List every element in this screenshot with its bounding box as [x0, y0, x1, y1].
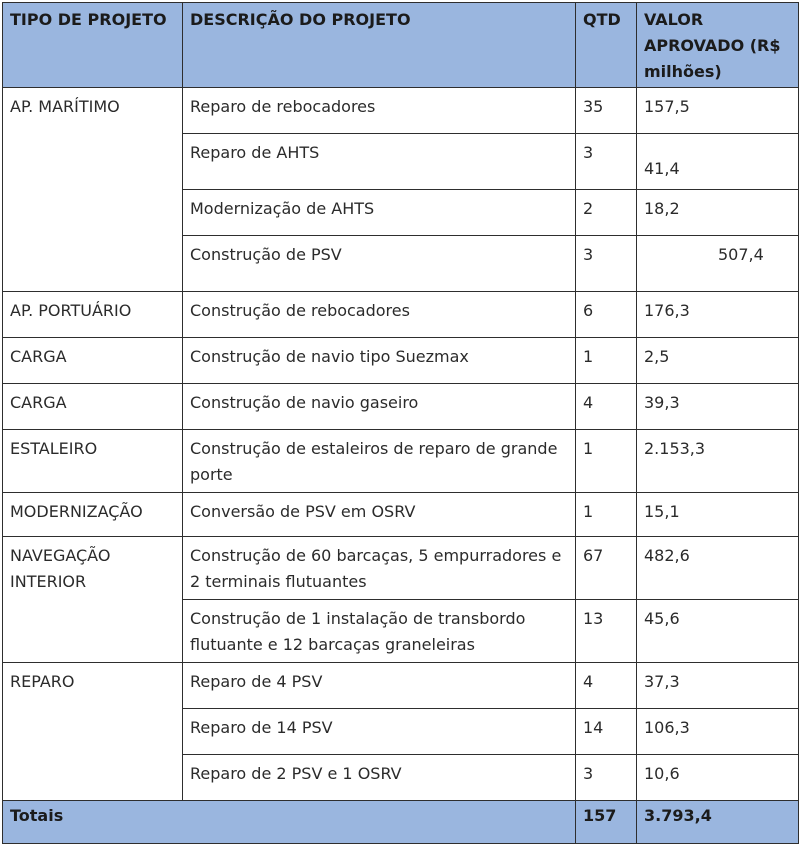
- cell-tipo: CARGA: [3, 384, 183, 430]
- cell-qtd: 2: [576, 190, 637, 236]
- cell-valor: 10,6: [637, 755, 799, 801]
- cell-qtd: 13: [576, 600, 637, 663]
- cell-valor: [637, 236, 799, 292]
- cell-descricao: Construção de rebocadores: [183, 292, 576, 338]
- cell-valor: 106,3: [637, 709, 799, 755]
- header-row: [3, 3, 799, 88]
- cell-tipo: CARGA: [3, 338, 183, 384]
- valor-text: 507,4: [718, 245, 764, 264]
- cell-tipo: AP. PORTUÁRIO: [3, 292, 183, 338]
- cell-qtd: 35: [576, 88, 637, 134]
- totals-qtd: 157: [576, 801, 637, 844]
- cell-valor: 176,3: [637, 292, 799, 338]
- totals-row: [3, 801, 799, 844]
- cell-descricao: Conversão de PSV em OSRV: [183, 493, 576, 537]
- cell-descricao: Construção de 60 barcaças, 5 empurradores e 2 terminais flutuantes: [183, 537, 576, 600]
- table-row: [3, 88, 799, 134]
- table-row: [3, 663, 799, 709]
- cell-descricao: Reparo de rebocadores: [183, 88, 576, 134]
- cell-qtd: 1: [576, 493, 637, 537]
- valor-text: 41,4: [644, 159, 680, 178]
- cell-tipo: ESTALEIRO: [3, 430, 183, 493]
- header-valor: VALOR APROVADO (R$ milhões): [637, 3, 799, 88]
- cell-valor: 2.153,3: [637, 430, 799, 493]
- header-qtd: QTD: [576, 3, 637, 88]
- cell-descricao: Reparo de 14 PSV: [183, 709, 576, 755]
- cell-valor: 18,2: [637, 190, 799, 236]
- header-tipo: TIPO DE PROJETO: [3, 3, 183, 88]
- cell-valor: 482,6: [637, 537, 799, 600]
- cell-descricao: Reparo de 4 PSV: [183, 663, 576, 709]
- table-row: [3, 338, 799, 384]
- table-row: [3, 537, 799, 600]
- cell-tipo: REPARO: [3, 663, 183, 801]
- cell-qtd: 6: [576, 292, 637, 338]
- cell-valor: 45,6: [637, 600, 799, 663]
- totals-valor: 3.793,4: [637, 801, 799, 844]
- cell-descricao: Reparo de AHTS: [183, 134, 576, 190]
- table-row: [3, 430, 799, 493]
- cell-qtd: 14: [576, 709, 637, 755]
- projects-table: [2, 2, 799, 844]
- totals-label: Totais: [3, 801, 576, 844]
- cell-qtd: 1: [576, 430, 637, 493]
- cell-valor: 39,3: [637, 384, 799, 430]
- cell-qtd: 4: [576, 384, 637, 430]
- cell-valor: [637, 134, 799, 190]
- cell-descricao: Construção de estaleiros de reparo de grande porte: [183, 430, 576, 493]
- cell-descricao: Construção de navio tipo Suezmax: [183, 338, 576, 384]
- cell-valor: 15,1: [637, 493, 799, 537]
- cell-qtd: 3: [576, 236, 637, 292]
- cell-valor: 37,3: [637, 663, 799, 709]
- cell-qtd: 67: [576, 537, 637, 600]
- cell-tipo: MODERNIZAÇÃO: [3, 493, 183, 537]
- cell-valor: 157,5: [637, 88, 799, 134]
- cell-tipo: NAVEGAÇÃO INTERIOR: [3, 537, 183, 663]
- table-row: [3, 292, 799, 338]
- cell-tipo: AP. MARÍTIMO: [3, 88, 183, 292]
- cell-qtd: 1: [576, 338, 637, 384]
- cell-descricao: Construção de PSV: [183, 236, 576, 292]
- cell-qtd: 3: [576, 134, 637, 190]
- cell-valor: 2,5: [637, 338, 799, 384]
- header-descricao: DESCRIÇÃO DO PROJETO: [183, 3, 576, 88]
- cell-qtd: 4: [576, 663, 637, 709]
- table-row: [3, 493, 799, 537]
- cell-qtd: 3: [576, 755, 637, 801]
- cell-descricao: Modernização de AHTS: [183, 190, 576, 236]
- table-row: [3, 384, 799, 430]
- cell-descricao: Construção de navio gaseiro: [183, 384, 576, 430]
- cell-descricao: Construção de 1 instalação de transbordo flutuante e 12 barcaças graneleiras: [183, 600, 576, 663]
- cell-descricao: Reparo de 2 PSV e 1 OSRV: [183, 755, 576, 801]
